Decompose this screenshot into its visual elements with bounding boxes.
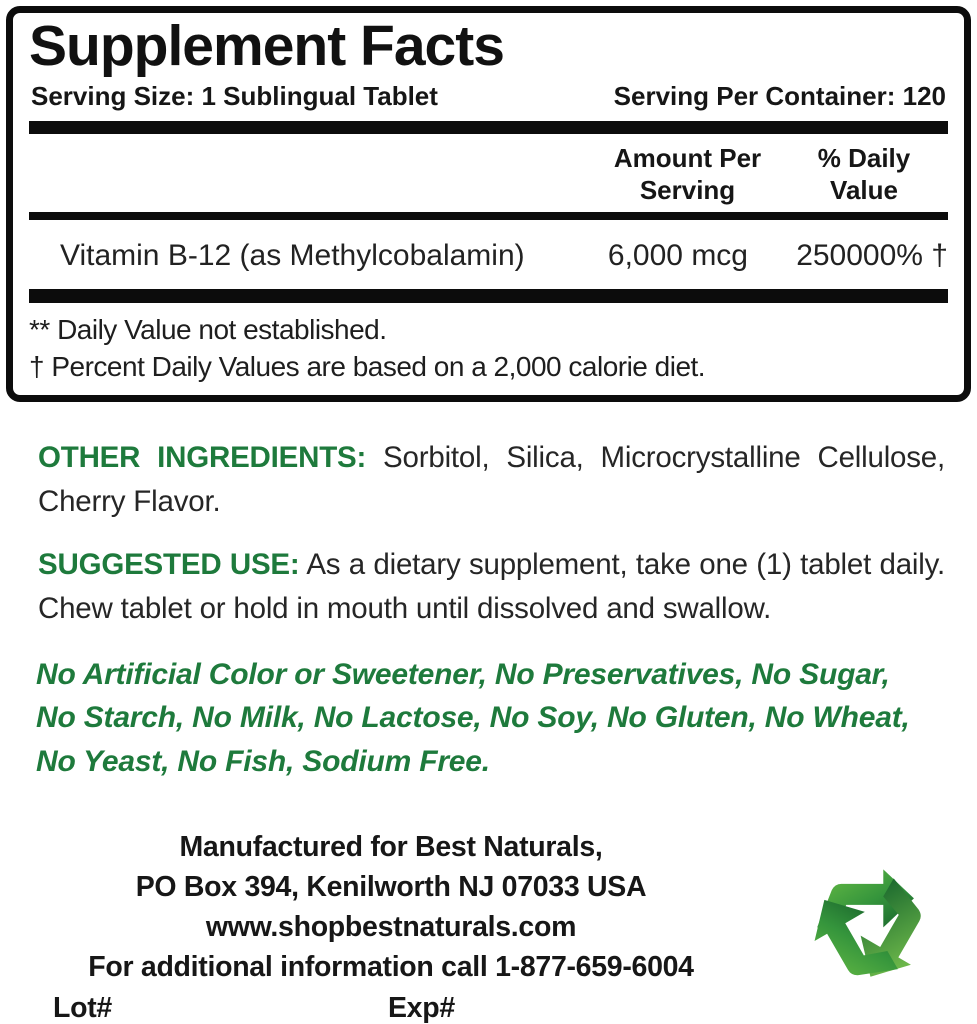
claims-line-2: No Starch, No Milk, No Lactose, No Soy, No Gluten, No Wheat, [36,701,910,735]
nutrient-daily-value: 250000% † [796,238,948,272]
footnote-percent-dv: † Percent Daily Values are based on a 2,000 calorie diet. [29,350,706,382]
suggested-use-text: As a dietary supplement, take one (1) tablet daily. Chew tablet or hold in mouth until dissolved and swallow. [38,548,945,625]
column-header-row [29,134,948,212]
column-header-amount-line2: Serving [639,175,736,206]
column-header-dv-line1: % Daily [817,142,911,173]
suggested-use-paragraph [38,543,945,630]
phone-text: For additional information call 1-877-659-6004 [88,950,694,983]
column-header-daily-value [780,142,948,207]
claims-line-1: No Artificial Color or Sweetener, No Preservatives, No Sugar, [36,657,890,691]
serving-info-row [29,81,948,112]
nutrient-amount: 6,000 mcg [607,238,748,272]
manufacturer-line1: Manufactured for Best Naturals, [179,831,603,863]
recycle-icon [788,850,956,1000]
lot-label: Lot# [53,991,112,1024]
divider-rule-mid [29,212,948,220]
serving-size-text: Serving Size: 1 Sublingual Tablet [31,80,438,111]
footnote-dv-not-established: ** Daily Value not established. [29,313,387,345]
manufacturer-block [15,828,767,1024]
other-ingredients-text: Sorbitol, Silica, Microcrystalline Cellulose, Cherry Flavor. [38,441,946,518]
servings-per-container-text: Serving Per Container: 120 [613,80,946,111]
manufacturer-line2: PO Box 394, Kenilworth NJ 07033 USA [135,870,647,903]
lot-exp-row [15,989,767,1024]
other-ingredients-paragraph [38,436,945,523]
nutrient-name: Vitamin B-12 (as Methylcobalamin) [60,238,525,272]
column-header-amount-line1: Amount Per [613,142,762,173]
divider-rule-top [29,121,948,134]
facts-title: Supplement Facts [29,14,504,78]
other-ingredients-heading: OTHER INGREDIENTS: [38,441,367,474]
supplement-facts-panel [6,6,971,402]
website-text: www.shopbestnaturals.com [205,910,577,943]
exp-label: Exp# [387,991,455,1024]
nutrient-row [29,220,948,289]
divider-rule-bottom [29,289,948,303]
suggested-use-heading: SUGGESTED USE: [38,548,300,582]
footnotes [29,312,948,386]
column-header-dv-line2: Value [830,175,898,206]
column-header-amount [595,142,780,207]
claims-text [36,653,947,784]
claims-line-3: No Yeast, No Fish, Sodium Free. [36,745,490,779]
